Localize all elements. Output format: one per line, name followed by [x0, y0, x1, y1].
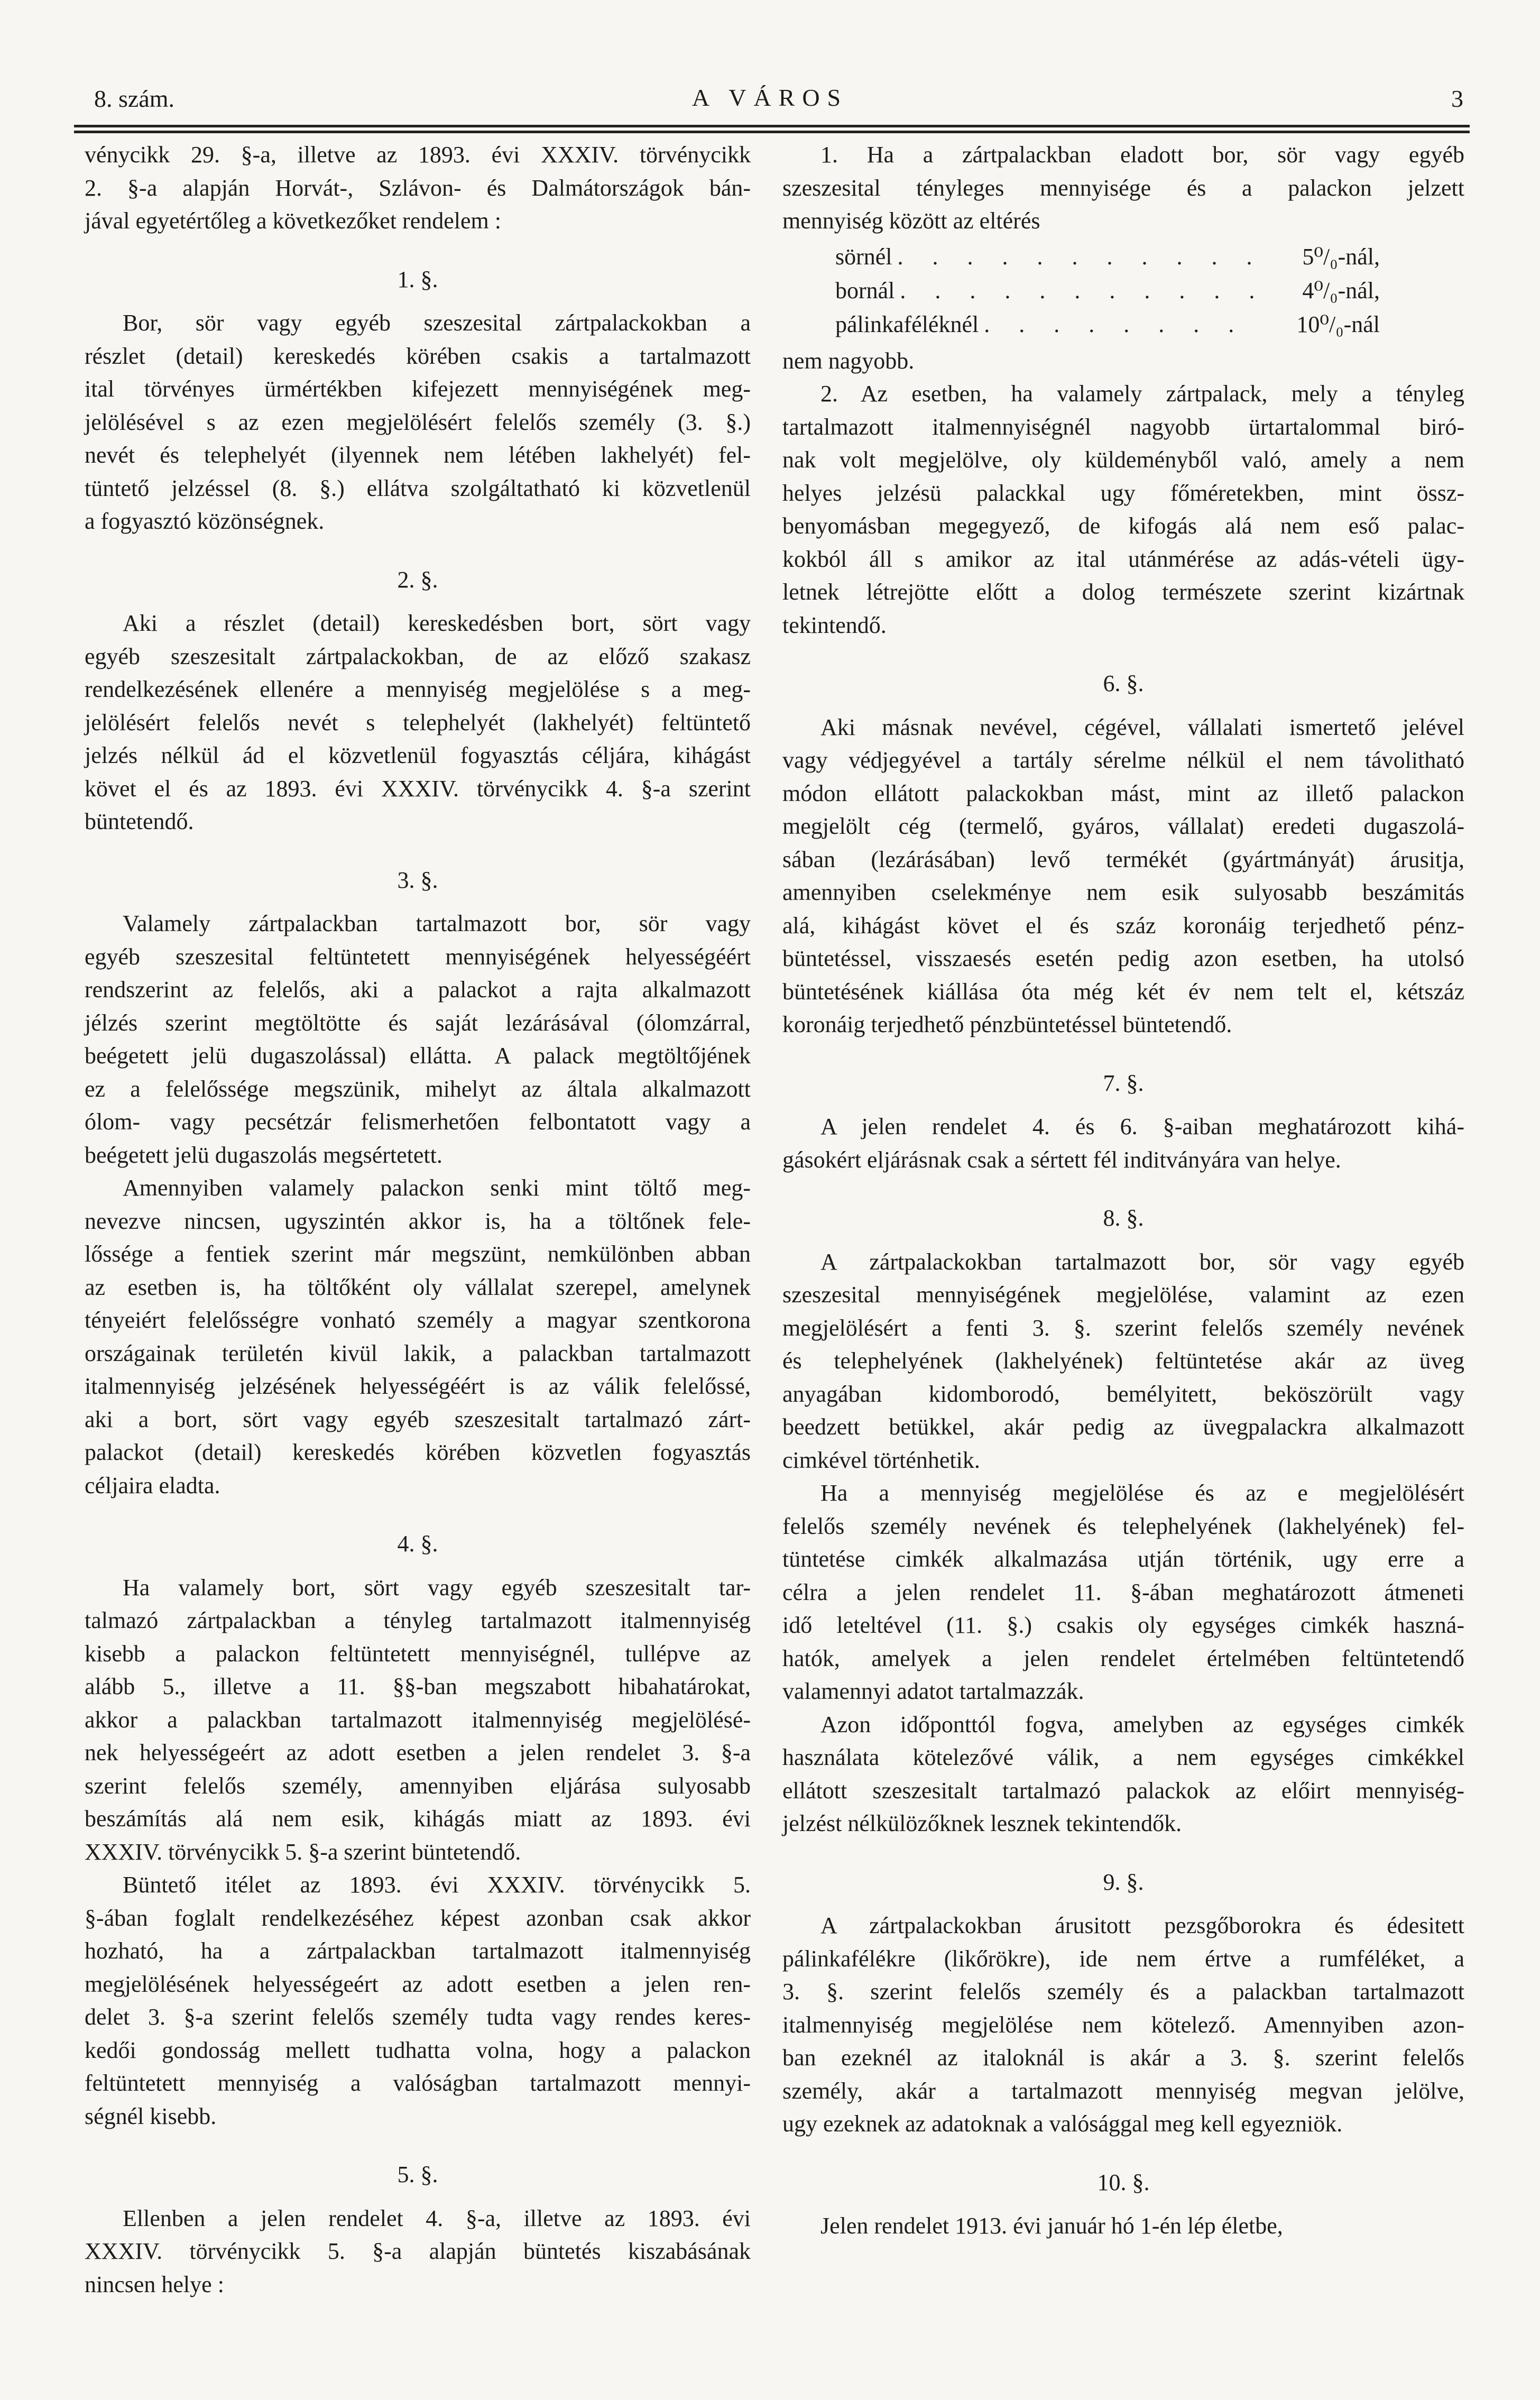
page-number: 3 — [1451, 85, 1463, 112]
paragraph — [85, 907, 751, 1172]
tolerance-row — [782, 308, 1464, 342]
paragraph — [782, 1477, 1464, 1708]
text-line: célra a jelen rendelet 11. §-ában meghatározott átmeneti — [782, 1579, 1464, 1605]
text-line: ségnél kisebb. — [85, 2103, 217, 2129]
tolerance-row — [782, 240, 1464, 274]
text-line: rendelkezésének ellenére a mennyiség megjelölése s a meg- — [85, 676, 751, 702]
tolerance-label: sörnél — [835, 243, 892, 270]
text-line: anyagában kidomborodó, bemélyitett, beköszörült vagy — [782, 1381, 1464, 1407]
text-line: feltüntetett mennyiség a valóságban tartalmazott mennyi- — [85, 2070, 751, 2096]
dot-leader: . . . . . . . . . . . — [897, 243, 1264, 270]
text-line: megjelölésért a fenti 3. §. szerint felelős személy nevének — [782, 1314, 1464, 1341]
paragraph — [85, 607, 751, 839]
text-line: 3. §. szerint felelős személy és a palackban tartalmazott — [782, 1979, 1464, 2004]
text-line: 1. Ha a zártpalackban eladott bor, sör vagy egyéb — [820, 142, 1464, 168]
text-line: tekintendő. — [782, 612, 887, 638]
text-line: beedzett betükkel, akár pedig az üvegpalackra alkalmazott — [782, 1414, 1464, 1440]
section-heading: 4. §. — [397, 1531, 438, 1557]
text-line: személy, akár a tartalmazott mennyiség megvan jelölve, — [782, 2077, 1464, 2104]
text-line: céljaira eladta. — [85, 1472, 220, 1498]
tolerance-table — [782, 240, 1464, 342]
text-line: sában (lezárásában) levő termékét (gyártmányát) árusitja, — [782, 846, 1464, 872]
text-line: Ha a mennyiség megjelölése és az e megjelölésért — [820, 1480, 1464, 1506]
text-line: lőssége a fentiek szerint már megszünt, nemkülönben abban — [85, 1241, 751, 1267]
text-line: vagy védjegyével a tartály sérelme nélkül el nem távolitható — [782, 747, 1464, 773]
tolerance-row — [782, 274, 1464, 308]
text-line: Amennyiben valamely palackon senki mint töltő meg- — [123, 1175, 751, 1201]
text-line: szerint felelős személy, amennyiben eljárása sulyosabb — [85, 1772, 751, 1799]
text-line: alább 5., illetve a 11. §§-ban megszabott hibahatárokat, — [85, 1673, 751, 1699]
text-line: pálinkafélékre (likőrökre), ide nem értve a rumféléket, a — [782, 1945, 1464, 1972]
text-line: nem nagyobb. — [782, 347, 915, 374]
text-line: egyéb szeszesitalt zártpalackokban, de az előző szakasz — [85, 643, 751, 669]
section-heading: 9. §. — [1103, 1869, 1144, 1895]
text-line: felelős személy nevének és telephelyének (lakhelyének) fel- — [782, 1513, 1464, 1539]
text-line: delet 3. §-a szerint felelős személy tudta vagy rendes keres- — [85, 2004, 751, 2030]
tolerance-label: bornál — [835, 277, 895, 304]
text-line: nevezve nincsen, ugyszintén akkor is, ha a töltőnek fele- — [85, 1208, 751, 1234]
text-line: tényeiért felelősségre vonható személy a magyar szentkorona — [85, 1307, 751, 1333]
text-line: Aki a részlet (detail) kereskedésben bort, sört vagy — [123, 610, 751, 636]
text-line: jelölésért felelős nevét s telephelyét (lakhelyét) feltüntető — [85, 709, 751, 735]
text-line: aki a bort, sört vagy egyéb szeszesitalt tartalmazó zárt- — [85, 1406, 751, 1432]
text-line: Bor, sör vagy egyéb szeszesital zártpalackokban a — [123, 310, 751, 336]
text-line: ugy ezeknek az adatoknak a valósággal meg kell egyezniök. — [782, 2111, 1343, 2137]
text-line: alá, kihágást követ el és száz koronáig terjedhető pénz- — [782, 912, 1464, 939]
text-line: helyes jelzésü palackkal ugy főméretekben, mint össz- — [782, 480, 1464, 506]
tolerance-value: 4⁰/₀-nál, — [1302, 277, 1380, 304]
text-line: talmazó zártpalackban a tényleg tartalmazott italmennyiség — [85, 1607, 751, 1633]
text-line: A jelen rendelet 4. és 6. §-aiban meghatározott kihá- — [820, 1114, 1464, 1139]
text-line: cimkével történhetik. — [782, 1447, 980, 1473]
text-line: ez a felelőssége megszünik, mihelyt az általa alkalmazott — [85, 1075, 751, 1102]
text-line: Jelen rendelet 1913. évi január hó 1-én lép életbe, — [820, 2213, 1283, 2239]
paragraph — [85, 139, 751, 238]
paragraph — [782, 1246, 1464, 1477]
text-line: követ el és az 1893. évi XXXIV. törvénycikk 4. §-a szerint — [85, 775, 751, 802]
text-line: nevét és telephelyét (ilyennek nem létében lakhelyét) fel- — [85, 442, 751, 468]
text-line: nek helyességeért az adott esetben a jelen rendelet 3. §-a — [85, 1740, 751, 1765]
text-line: hatók, amelyek a jelen rendelet értelmében feltüntetendő — [782, 1645, 1464, 1671]
text-line: amennyiben cselekménye nem esik sulyosabb beszámitás — [782, 879, 1464, 905]
text-line: A zártpalackokban tartalmazott bor, sör vagy egyéb — [820, 1248, 1464, 1275]
text-line: nincsen helye : — [85, 2271, 224, 2297]
publication-title: A VÁROS — [691, 84, 849, 111]
section-heading: 3. §. — [397, 867, 438, 893]
text-line: egyéb szeszesital feltüntetett mennyiségének helyességéért — [85, 943, 751, 970]
text-line: mennyiség között az eltérés — [782, 208, 1040, 234]
issue-number: 8. szám. — [94, 85, 175, 112]
text-line: italmennyiség jelzésének helyességéért is az válik felelőssé, — [85, 1373, 751, 1399]
paragraph — [85, 1172, 751, 1502]
text-line: rendszerint az felelős, aki a palackot a rajta alkalmazott — [85, 977, 751, 1003]
text-line: tüntető jelzéssel (8. §.) ellátva szolgáltatható ki közvetlenül — [85, 475, 751, 501]
text-line: büntetésének kiállása óta még két év nem telt el, kétszáz — [782, 978, 1464, 1005]
text-line: szeszesital mennyiségének megjelölése, valamint az ezen — [782, 1282, 1464, 1308]
text-line: jelzést nélkülözőknek lesznek tekintendők. — [782, 1810, 1182, 1836]
text-line: ellátott szeszesitalt tartalmazó palackok az előirt mennyiség- — [782, 1777, 1464, 1804]
paragraph — [85, 1869, 751, 2133]
text-line: §-ában foglalt rendelkezéséhez képest azonban csak akkor — [85, 1905, 751, 1931]
text-line: nak volt megjelölve, oly küldeményből való, amely a nem — [782, 447, 1464, 473]
text-line: ban ezeknél az italoknál is akár a 3. §. szerint felelős — [782, 2045, 1464, 2071]
text-line: beszámítás alá nem esik, kihágás miatt az 1893. évi — [85, 1806, 751, 1832]
text-line: XXXIV. törvénycikk 5. §-a alapján büntetés kiszabásának — [85, 2238, 751, 2264]
section-heading: 6. §. — [1103, 670, 1144, 696]
column-left — [85, 139, 751, 2301]
text-line: gásokért eljárásnak csak a sértett fél inditványára van helye. — [782, 1146, 1341, 1173]
text-line: beégetett jelü dugaszolás megsértetett. — [85, 1142, 442, 1168]
section-heading: 8. §. — [1103, 1205, 1144, 1231]
text-line: az esetben is, ha töltőként oly vállalat szerepel, amelynek — [85, 1274, 751, 1300]
paragraph — [85, 2202, 751, 2302]
text-line: jelölésével s az ezen megjelölésért felelős személy (3. §.) — [85, 409, 751, 435]
text-line: akkor a palackban tartalmazott italmennyiség megjelölésé- — [85, 1706, 751, 1733]
tolerance-value: 10⁰/₀-nál — [1296, 311, 1380, 337]
paragraph — [782, 1708, 1464, 1841]
text-line: büntetéssel, visszaesés esetén pedig azon esetben, ha utolsó — [782, 945, 1464, 971]
text-line: koronáig terjedhető pénzbüntetéssel büntetendő. — [782, 1012, 1232, 1037]
text-line: Ellenben a jelen rendelet 4. §-a, illetve az 1893. évi — [123, 2205, 751, 2231]
paragraph — [782, 345, 1464, 378]
text-line: letnek létrejötte előtt a dolog természete szerint kizártnak — [782, 579, 1464, 605]
section-heading: 1. §. — [397, 266, 438, 292]
text-line: büntetendő. — [85, 808, 194, 834]
paragraph — [782, 378, 1464, 642]
text-line: vénycikk 29. §-a, illetve az 1893. évi XXXIV. törvénycikk — [85, 142, 751, 168]
column-right — [782, 139, 1464, 2243]
text-line: és telephelyének (lakhelyének) feltüntetése akár az üveg — [782, 1348, 1464, 1374]
paragraph — [782, 1909, 1464, 2141]
text-line: benyomásban megegyező, de kifogás alá nem eső palac- — [782, 513, 1464, 539]
dot-leader: . . . . . . . . — [984, 311, 1246, 337]
text-line: idő leteltével (11. §.) csakis oly egységes cimkék haszná- — [782, 1612, 1464, 1638]
text-line: jelzés nélkül ád el közvetlenül fogyasztás céljára, kihágást — [85, 742, 751, 768]
section-heading: 2. §. — [397, 566, 438, 593]
text-line: ólom- vagy pecsétzár felismerhetően felbontatott vagy a — [85, 1109, 751, 1135]
text-line: használata kötelezővé válik, a nem egységes cimkékkel — [782, 1744, 1464, 1770]
text-line: palackot (detail) kereskedés körében közvetlen fogyasztás — [85, 1439, 751, 1465]
header-double-rule — [74, 125, 1470, 133]
text-line: A zártpalackokban árusitott pezsgőborokra és édesitett — [820, 1912, 1464, 1938]
dot-leader: . . . . . . . . . . . — [900, 277, 1267, 304]
text-line: országainak területén kivül lakik, a palackban tartalmazott — [85, 1340, 751, 1366]
section-heading: 10. §. — [1097, 2169, 1150, 2195]
tolerance-label: pálinkaféléknél — [835, 311, 979, 337]
paragraph — [782, 1110, 1464, 1176]
section-heading: 7. §. — [1103, 1070, 1144, 1096]
text-line: módon ellátott palackokban mást, mint az illető palackon — [782, 780, 1464, 806]
text-line: hozható, ha a zártpalackban tartalmazott italmennyiség — [85, 1938, 751, 1964]
text-line: megjelölésének helyességeért az adott esetben a jelen ren- — [85, 1971, 751, 1997]
text-line: italmennyiség megjelölése nem kötelező. Amennyiben azon- — [782, 2011, 1464, 2038]
text-line: tartalmazott italmennyiségnél nagyobb ürtartalommal biró- — [782, 413, 1464, 440]
text-line: kedői gondosság mellett tudhatta volna, hogy a palackon — [85, 2037, 751, 2063]
text-line: Ha valamely bort, sört vagy egyéb szeszesitalt tar- — [123, 1574, 751, 1601]
paragraph — [782, 2210, 1464, 2243]
text-line: kisebb a palackon feltüntetett mennyiségnél, tullépve az — [85, 1640, 751, 1667]
text-line: valamennyi adatot tartalmazzák. — [782, 1678, 1084, 1704]
text-line: jával egyetértőleg a következőket rendelem : — [85, 208, 501, 234]
text-line: Aki másnak nevével, cégével, vállalati ismertető jelével — [820, 714, 1464, 740]
text-line: ital törvényes ürmértékben kifejezett mennyiségének meg- — [85, 376, 751, 402]
text-line: kokból áll s amikor az ital utánmérése az adás-vételi ügy- — [782, 546, 1464, 572]
text-line: a fogyasztó közönségnek. — [85, 508, 325, 534]
paragraph — [782, 711, 1464, 1042]
section-heading: 5. §. — [397, 2162, 438, 2187]
text-line: tüntetése cimkék alkalmazása utján történik, ugy erre a — [782, 1546, 1464, 1572]
paragraph — [85, 307, 751, 538]
text-line: XXXIV. törvénycikk 5. §-a szerint büntetendő. — [85, 1838, 521, 1865]
text-line: 2. Az esetben, ha valamely zártpalack, mely a tényleg — [820, 381, 1464, 407]
paragraph — [85, 1571, 751, 1869]
text-line: jélzés szerint megtöltötte és saját lezárásával (ólomzárral, — [85, 1009, 751, 1036]
text-line: Valamely zártpalackban tartalmazott bor, sör vagy — [123, 911, 751, 936]
text-line: 2. §-a alapján Horvát-, Szlávon- és Dalmátországok bán- — [85, 174, 751, 201]
text-line: szeszesital tényleges mennyisége és a palackon jelzett — [782, 174, 1464, 201]
paragraph — [782, 139, 1464, 238]
text-line: Büntető itélet az 1893. évi XXXIV. törvénycikk 5. — [123, 1872, 751, 1898]
text-line: Azon időponttól fogva, amelyben az egységes cimkék — [820, 1711, 1464, 1737]
tolerance-value: 5⁰/₀-nál, — [1302, 243, 1380, 270]
text-line: megjelölt cég (termelő, gyáros, vállalat) eredeti dugaszolá- — [782, 813, 1464, 839]
text-line: beégetett jelü dugaszolással) ellátta. A palack megtöltőjének — [85, 1043, 751, 1069]
text-line: részlet (detail) kereskedés körében csakis a tartalmazott — [85, 343, 751, 369]
